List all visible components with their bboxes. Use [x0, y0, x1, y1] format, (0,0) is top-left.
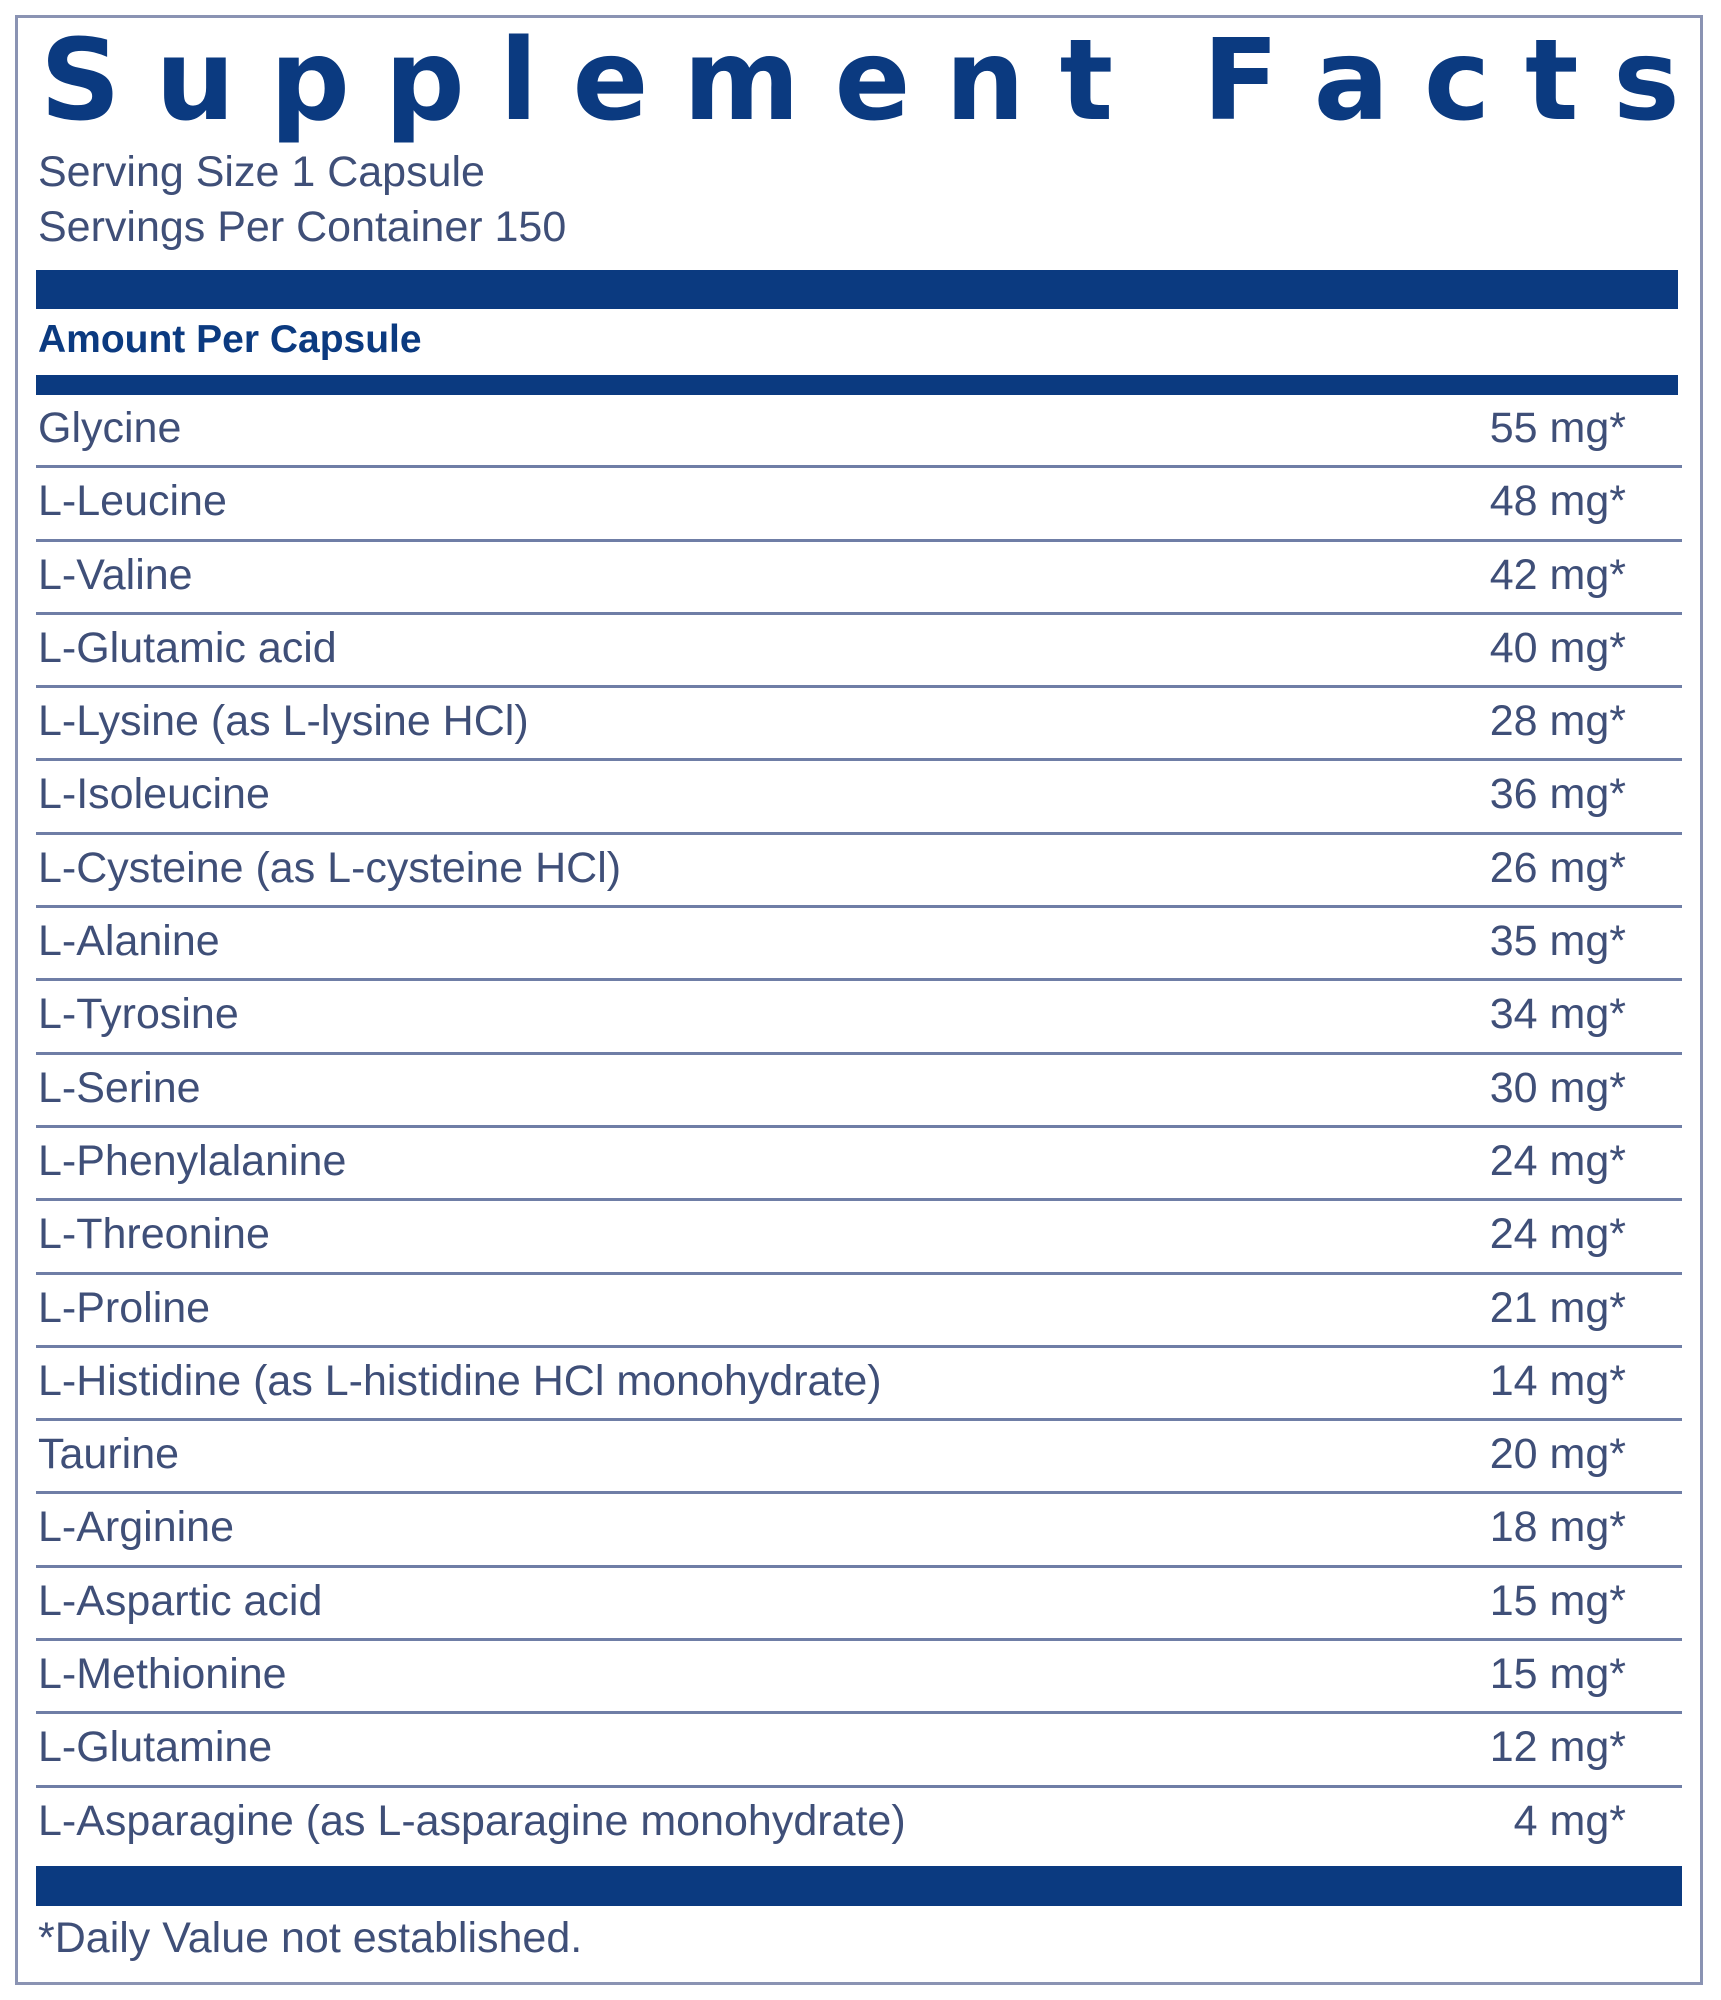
ingredient-amount: 18 mg* — [1489, 1503, 1626, 1552]
ingredient-name: L-Valine — [38, 550, 193, 599]
ingredient-row — [36, 468, 1682, 541]
ingredient-name: L-Methionine — [38, 1650, 287, 1699]
title-letter: e — [834, 15, 911, 146]
ingredient-amount: 55 mg* — [1489, 404, 1626, 452]
ingredient-amount: 15 mg* — [1489, 1576, 1626, 1625]
ingredient-row — [36, 761, 1682, 834]
ingredient-amount: 20 mg* — [1489, 1430, 1626, 1479]
title-letter: n — [945, 15, 1025, 146]
ingredient-name: L-Glutamic acid — [38, 623, 337, 672]
ingredient-row — [36, 1275, 1682, 1348]
ingredient-row — [36, 1641, 1682, 1714]
title-letter: c — [1423, 15, 1491, 146]
ingredient-amount: 40 mg* — [1489, 623, 1626, 672]
ingredient-amount: 24 mg* — [1489, 1210, 1626, 1259]
footnote: *Daily Value not established. — [38, 1914, 583, 1962]
title-letter: F — [1202, 15, 1279, 146]
ingredient-row — [36, 1201, 1682, 1274]
ingredient-row — [36, 981, 1682, 1054]
ingredient-amount: 35 mg* — [1489, 917, 1626, 966]
title-letter: a — [1313, 15, 1390, 146]
ingredient-row — [36, 395, 1682, 468]
ingredient-name: L-Isoleucine — [38, 770, 270, 819]
ingredient-name: L-Arginine — [38, 1503, 234, 1552]
title-letter: l — [499, 15, 538, 146]
servings-per-container: Servings Per Container 150 — [38, 203, 567, 251]
title-letter: p — [269, 15, 350, 146]
ingredient-name: Taurine — [38, 1430, 180, 1479]
title-letter: t — [1524, 15, 1579, 146]
ingredient-amount: 4 mg* — [1513, 1796, 1626, 1845]
ingredient-amount: 24 mg* — [1489, 1136, 1626, 1185]
ingredient-row — [36, 1714, 1682, 1787]
ingredient-row — [36, 1494, 1682, 1567]
title-letter: m — [683, 15, 800, 146]
title-letter: p — [384, 15, 465, 146]
ingredient-name: L-Phenylalanine — [38, 1136, 347, 1185]
ingredient-name: L-Glutamine — [38, 1723, 273, 1772]
ingredient-amount: 26 mg* — [1489, 843, 1626, 892]
ingredient-row — [36, 835, 1682, 908]
ingredient-name: L-Serine — [38, 1063, 201, 1112]
ingredient-name: L-Cysteine (as L-cysteine HCl) — [38, 843, 622, 892]
ingredient-name: L-Lysine (as L-lysine HCl) — [38, 697, 529, 746]
ingredient-amount: 30 mg* — [1489, 1063, 1626, 1112]
ingredient-name: L-Threonine — [38, 1210, 270, 1259]
ingredient-amount: 34 mg* — [1489, 990, 1626, 1039]
ingredient-name: L-Aspartic acid — [38, 1576, 323, 1625]
bottom-thick-rule — [36, 1866, 1682, 1906]
serving-size: Serving Size 1 Capsule — [38, 148, 485, 196]
ingredient-amount: 36 mg* — [1489, 770, 1626, 819]
ingredient-row — [36, 908, 1682, 981]
ingredient-amount: 12 mg* — [1489, 1723, 1626, 1772]
title-letter: S — [40, 15, 121, 146]
title-letter: u — [155, 15, 236, 146]
ingredient-amount: 14 mg* — [1489, 1356, 1626, 1405]
ingredient-row — [36, 1348, 1682, 1421]
ingredient-amount: 42 mg* — [1489, 550, 1626, 599]
ingredient-name: L-Histidine (as L-histidine HCl monohydrate) — [38, 1356, 882, 1405]
ingredient-row — [36, 1128, 1682, 1201]
ingredient-row — [36, 615, 1682, 688]
ingredient-row — [36, 542, 1682, 615]
ingredient-name: L-Alanine — [38, 917, 220, 966]
title-letter: s — [1613, 15, 1680, 146]
ingredient-row — [36, 1055, 1682, 1128]
top-thick-rule — [36, 270, 1678, 309]
ingredient-name: L-Leucine — [38, 477, 227, 526]
ingredient-row — [36, 1568, 1682, 1641]
ingredient-amount: 21 mg* — [1489, 1283, 1626, 1332]
title-letter: t — [1059, 15, 1114, 146]
ingredient-amount: 48 mg* — [1489, 477, 1626, 526]
ingredient-name: L-Proline — [38, 1283, 211, 1332]
panel-title — [40, 15, 1680, 146]
amount-per-capsule-header: Amount Per Capsule — [38, 318, 422, 361]
ingredient-name: L-Asparagine (as L-asparagine monohydrate) — [38, 1796, 906, 1845]
ingredient-name: L-Tyrosine — [38, 990, 239, 1039]
header-rule — [36, 375, 1678, 395]
ingredient-amount: 15 mg* — [1489, 1650, 1626, 1699]
ingredient-amount: 28 mg* — [1489, 697, 1626, 746]
ingredient-name: Glycine — [38, 404, 182, 452]
ingredient-list — [36, 395, 1682, 1861]
ingredient-row — [36, 688, 1682, 761]
ingredient-row — [36, 1421, 1682, 1494]
title-letter: e — [572, 15, 649, 146]
ingredient-row — [36, 1788, 1682, 1861]
